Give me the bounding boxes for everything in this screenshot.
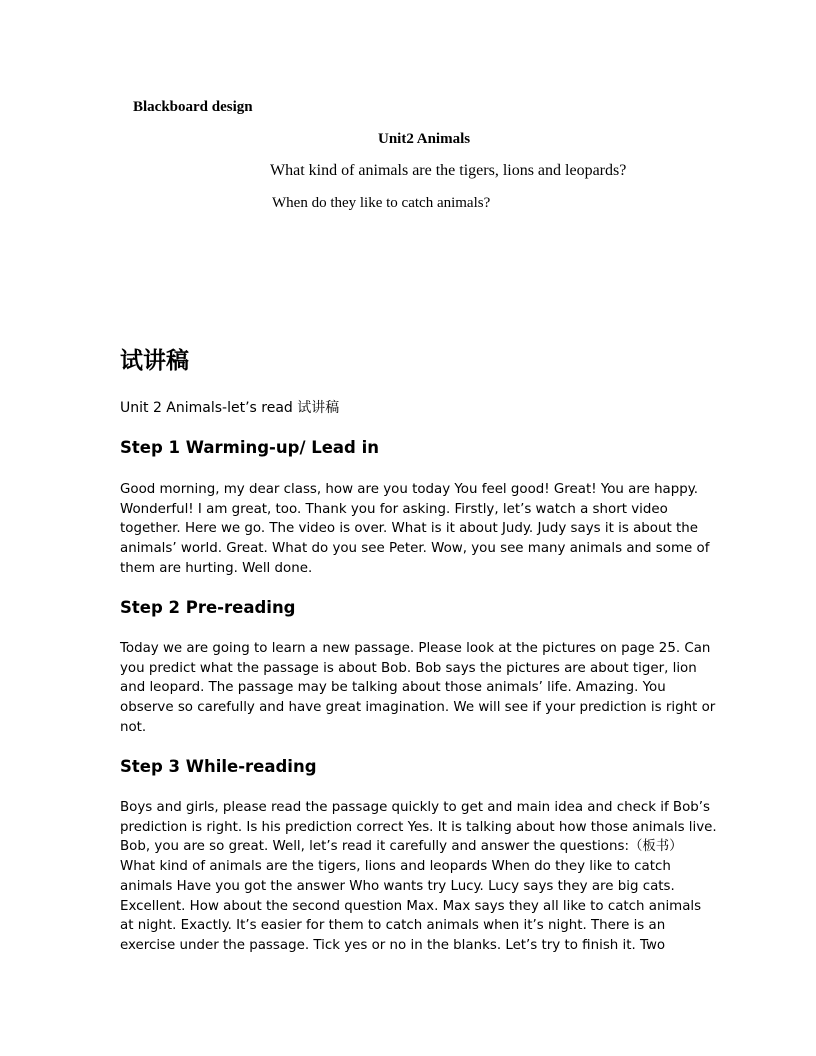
paragraph-line: exercise under the passage. Tick yes or no in the blanks. Let’s try to finish it. Two: [120, 937, 666, 953]
paragraph-line: Excellent. How about the second question Max. Max says they all like to catch animals: [120, 898, 702, 914]
paragraph-line: Wonderful! I am great, too. Thank you for asking. Firstly, let’s watch a short video: [120, 501, 668, 517]
step-1-heading: Step 1 Warming-up/ Lead in: [120, 438, 380, 457]
paragraph-line: animals’ world. Great. What do you see Peter. Wow, you see many animals and some of: [120, 541, 710, 557]
step-3-heading: Step 3 While-reading: [120, 757, 317, 776]
paragraph-line: together. Here we go. The video is over. What is it about Judy. Judy says it is about the: [120, 521, 698, 537]
step-1-paragraph: [120, 480, 710, 579]
paragraph-line: and leopard. The passage may be talking about those animals’ life. Amazing. You: [120, 680, 666, 696]
document-title: 试讲稿: [120, 348, 189, 374]
step-2-heading: Step 2 Pre-reading: [120, 598, 296, 617]
paragraph-line: prediction is right. Is his prediction correct Yes. It is talking about how those animals live.: [120, 819, 717, 835]
paragraph-line: not.: [120, 719, 147, 735]
step-3-paragraph: [120, 798, 717, 956]
paragraph-line: observe so carefully and have great imagination. We will see if your prediction is right or: [120, 700, 716, 716]
paragraph-line: Good morning, my dear class, how are you today You feel good! Great! You are happy.: [120, 482, 699, 497]
paragraph-line: at night. Exactly. It’s easier for them to catch animals when it’s night. There is an: [120, 918, 666, 934]
blackboard-question-2: When do they like to catch animals?: [272, 195, 491, 211]
paragraph-line: Boys and girls, please read the passage quickly to get and main idea and check if Bob’s: [120, 800, 711, 815]
paragraph-line: animals Have you got the answer Who wants try Lucy. Lucy says they are big cats.: [120, 878, 675, 894]
document-subtitle: Unit 2 Animals-let’s read 试讲稿: [120, 400, 340, 416]
paragraph-line: Today we are going to learn a new passage. Please look at the pictures on page 25. Can: [120, 641, 711, 656]
blackboard-heading: Blackboard design: [133, 99, 253, 115]
paragraph-line: them are hurting. Well done.: [120, 560, 313, 576]
paragraph-line: Bob, you are so great. Well, let’s read it carefully and answer the questions:（板书）: [120, 839, 683, 855]
blackboard-question-1: What kind of animals are the tigers, lions and leopards?: [270, 162, 627, 179]
paragraph-line: you predict what the passage is about Bob. Bob says the pictures are about tiger, lion: [120, 660, 697, 676]
step-2-paragraph: [120, 639, 716, 738]
paragraph-line: What kind of animals are the tigers, lions and leopards When do they like to catch: [120, 859, 671, 875]
blackboard-title: Unit2 Animals: [378, 131, 471, 147]
